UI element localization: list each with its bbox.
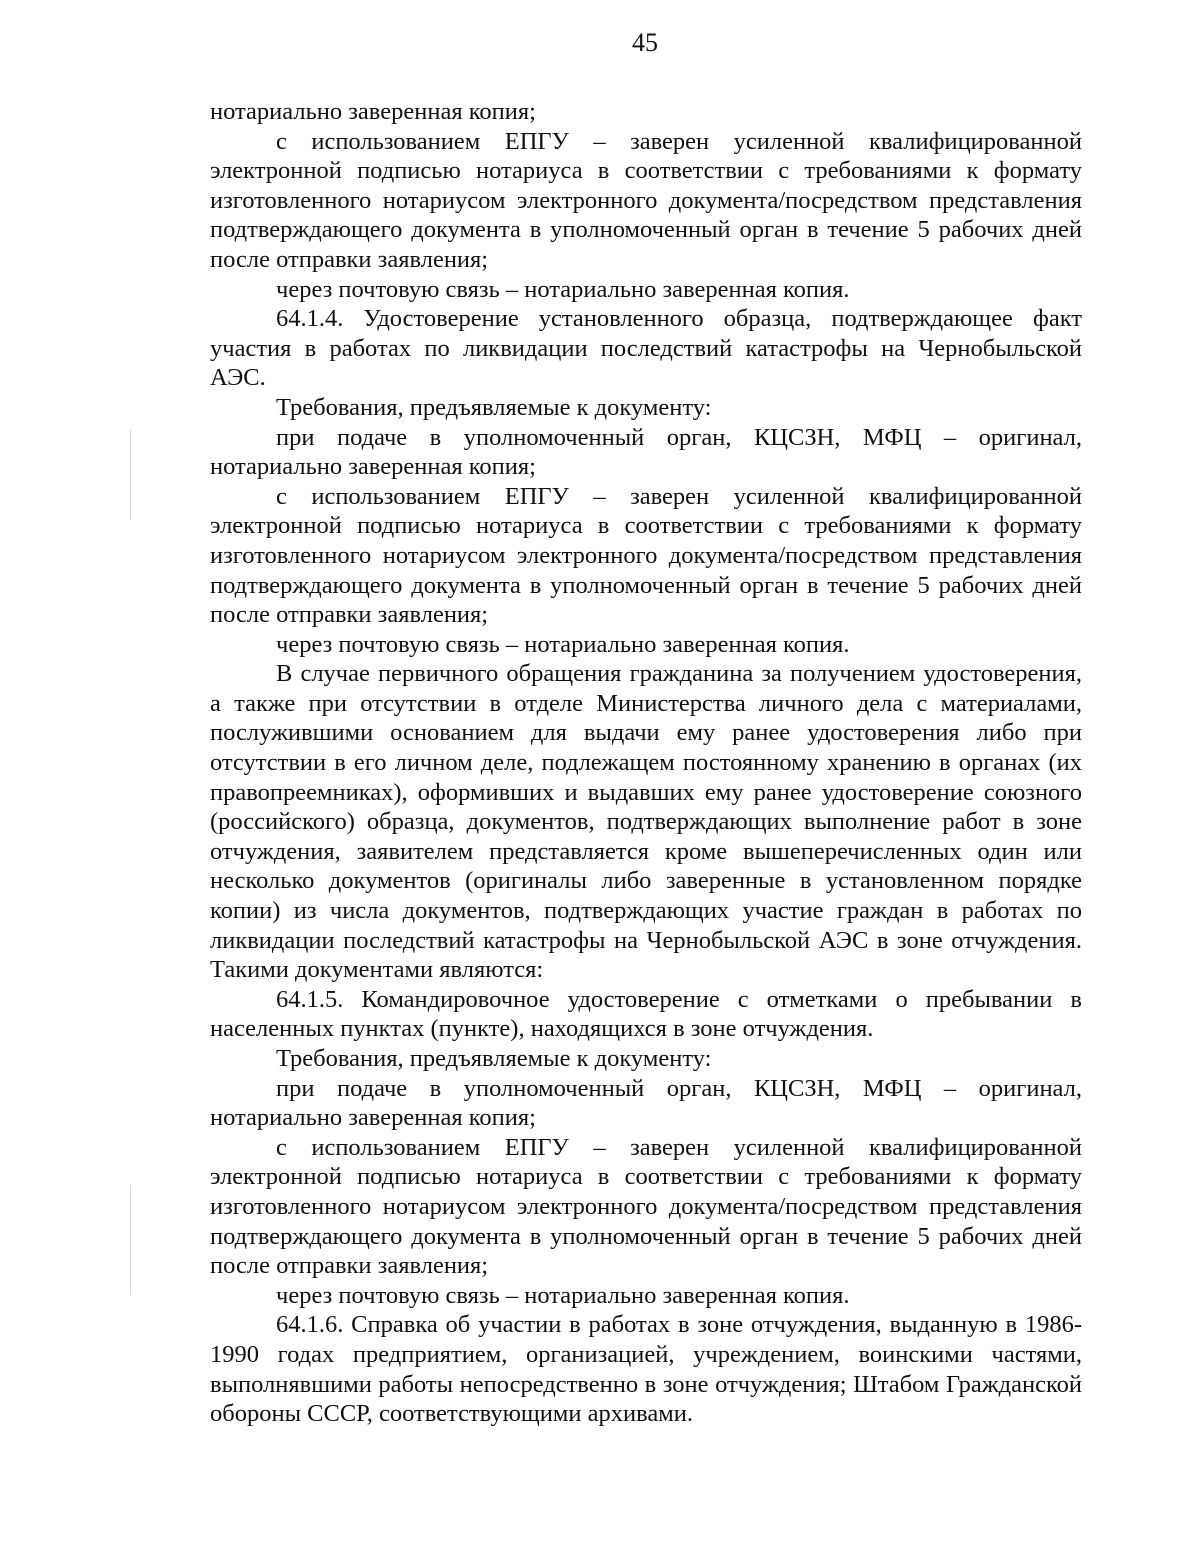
paragraph: с использованием ЕПГУ – заверен усиленной квалифицированной электронной подписью нотариуса в соответствии с требованиями к формату изготовленного нотариусом электронного документа/посредством представления подтверждающего документа в уполномоченный орган в течение 5 рабочих дней после отправки заявления;: [210, 482, 1082, 629]
paragraph: при подаче в уполномоченный орган, КЦСЗН, МФЦ – оригинал, нотариально заверенная копия;: [210, 423, 1082, 481]
paragraph: через почтовую связь – нотариально заверенная копия.: [276, 275, 850, 303]
section-heading-64-1-5: 64.1.5. Командировочное удостоверение с отметками о пребывании в населенных пунктах (пункте), находящихся в зоне отчуждения.: [210, 985, 1082, 1043]
paragraph: В случае первичного обращения гражданина за получением удостоверения, а также при отсутствии в отделе Министерства личного дела с материалами, послужившими основанием для выдачи ему ранее удостоверения либо при отсутствии в его личном деле, подлежащем постоянному хранению в органах (их правопреемниках), оформивших и выдавших ему ранее удостоверение союзного (российского) образца, документов, подтверждающих выполнение работ в зоне отчуждения, заявителем представляется кроме вышеперечисленных один или несколько документов (оригиналы либо заверенные в установленном порядке копии) из числа документов, подтверждающих участие граждан в работах по ликвидации последствий катастрофы на Чернобыльской АЭС в зоне отчуждения. Такими документами являются:: [210, 660, 1082, 984]
paragraph: Требования, предъявляемые к документу:: [276, 393, 712, 421]
paragraph: через почтовую связь – нотариально заверенная копия.: [276, 630, 850, 658]
paragraph: с использованием ЕПГУ – заверен усиленной квалифицированной электронной подписью нотариуса в соответствии с требованиями к формату изготовленного нотариусом электронного документа/посредством представления подтверждающего документа в уполномоченный орган в течение 5 рабочих дней после отправки заявления;: [210, 1133, 1082, 1280]
document-body: [210, 97, 1082, 1429]
section-heading-64-1-6: 64.1.6. Справка об участии в работах в зоне отчуждения, выданную в 1986-1990 годах предприятием, организацией, учреждением, воинскими частями, выполнявшими работы непосредственно в зоне отчуждения; Штабом Гражданской обороны СССР, соответствующими архивами.: [210, 1311, 1082, 1428]
paragraph: Требования, предъявляемые к документу:: [276, 1045, 712, 1072]
paragraph: с использованием ЕПГУ – заверен усиленной квалифицированной электронной подписью нотариуса в соответствии с требованиями к формату изготовленного нотариусом электронного документа/посредством представления подтверждающего документа в уполномоченный орган в течение 5 рабочих дней после отправки заявления;: [210, 127, 1082, 273]
section-heading-64-1-4: 64.1.4. Удостоверение установленного образца, подтверждающее факт участия в работах по ликвидации последствий катастрофы на Чернобыльской АЭС.: [210, 305, 1082, 392]
scan-margin-mark: [130, 1185, 131, 1295]
paragraph: через почтовую связь – нотариально заверенная копия.: [276, 1281, 850, 1309]
scan-margin-mark: [130, 430, 131, 520]
paragraph: нотариально заверенная копия;: [210, 98, 536, 125]
page-number: 45: [632, 28, 658, 57]
paragraph: при подаче в уполномоченный орган, КЦСЗН, МФЦ – оригинал, нотариально заверенная копия;: [210, 1074, 1082, 1132]
